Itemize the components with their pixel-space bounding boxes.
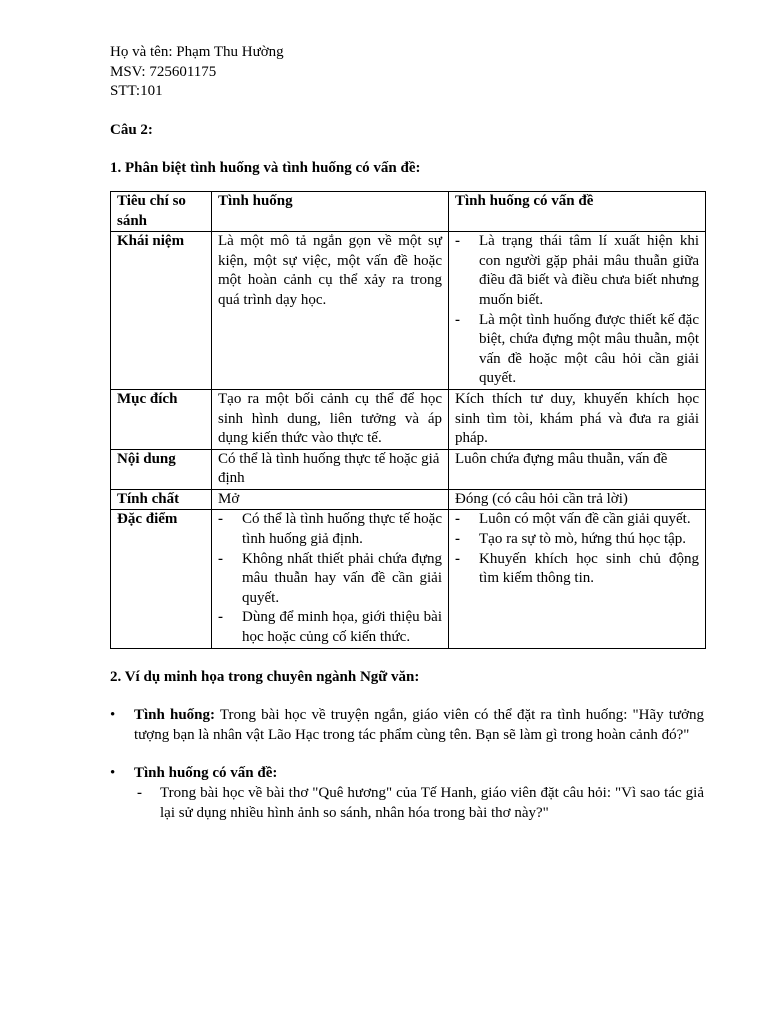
list-item: - Tạo ra sự tò mò, hứng thú học tập.: [455, 531, 687, 548]
table-row: [111, 510, 706, 648]
bullet-icon: •: [110, 707, 116, 724]
example-text: Trong bài học về truyện ngắn, giáo viên có thể đặt ra tình huống: "Hãy tưởng tượng bạn là nhân vật Lão Hạc trong tác phẩm cùng tên. Bạn sẽ làm gì trong hoàn cảnh đó?": [134, 707, 704, 743]
situation-cell: Có thể là tình huống thực tế hoặc giả định: [212, 449, 449, 489]
section2-title: 2. Ví dụ minh họa trong chuyên ngành Ngữ văn:: [110, 668, 420, 685]
problem-cell: Luôn chứa đựng mâu thuẫn, vấn đề: [449, 449, 706, 489]
criterion-cell: Mục đích: [111, 389, 212, 449]
table-row: [111, 389, 706, 449]
header-situation: Tình huống: [212, 191, 449, 231]
list-item: [110, 764, 704, 823]
student-name: Họ và tên: Phạm Thu Hường: [110, 44, 284, 60]
sub-list: [134, 784, 704, 823]
situation-cell: Là một mô tả ngắn gọn về một sự kiện, một sự việc, một vấn đề hoặc một hoàn cảnh cụ thể xảy ra trong quá trình dạy học.: [212, 232, 449, 390]
list-item: - Là trạng thái tâm lí xuất hiện khi con người gặp phải mâu thuẫn giữa điều đã biết và điều chưa biết nhưng muốn biết.: [455, 233, 699, 308]
problem-cell: Kích thích tư duy, khuyến khích học sinh tìm tòi, khám phá và đưa ra giải pháp.: [449, 389, 706, 449]
list-item: - Dùng để minh họa, giới thiệu bài học hoặc củng cố kiến thức.: [218, 609, 442, 646]
list-item: - Khuyến khích học sinh chủ động tìm kiếm thông tin.: [455, 550, 699, 587]
comparison-table: [110, 191, 706, 649]
situation-cell: [212, 510, 449, 648]
example-text: Trong bài học về bài thơ "Quê hương" của Tế Hanh, giáo viên đặt câu hỏi: "Vì sao tác giả lại sử dụng nhiều hình ảnh so sánh, nhân hóa trong bài thơ này?": [160, 785, 704, 821]
list-item: - Có thể là tình huống thực tế hoặc tình huống giả định.: [218, 511, 442, 548]
criterion-cell: Khái niệm: [111, 232, 212, 390]
table-header-row: [111, 191, 706, 231]
criterion-cell: Đặc điểm: [111, 510, 212, 648]
student-id: MSV: 725601175: [110, 63, 217, 80]
section1-title: 1. Phân biệt tình huống và tình huống có vấn đề:: [110, 160, 421, 177]
problem-cell: [449, 510, 706, 648]
table-row: [111, 232, 706, 390]
criterion-cell: Tính chất: [111, 489, 212, 510]
header-problem-situation: Tình huống có vấn đề: [449, 191, 706, 231]
document-page: [110, 43, 704, 823]
table-row: [111, 489, 706, 510]
table-row: [111, 449, 706, 489]
list-item: - Không nhất thiết phải chứa đựng mâu thuẫn hay vấn đề cần giải quyết.: [218, 550, 442, 606]
problem-cell: [449, 232, 706, 390]
student-number: STT:101: [110, 83, 163, 100]
list-item: - Luôn có một vấn đề cần giải quyết.: [455, 511, 691, 528]
list-item: - Trong bài học về bài thơ "Quê hương" của Tế Hanh, giáo viên đặt câu hỏi: "Vì sao tác giả lại sử dụng nhiều hình ảnh so sánh, nhân hóa trong bài thơ này?": [137, 785, 704, 821]
problem-cell: Đóng (có câu hỏi cần trả lời): [449, 489, 706, 510]
criterion-cell: Nội dung: [111, 449, 212, 489]
header-criteria: Tiêu chí so sánh: [111, 191, 212, 231]
question-title: Câu 2:: [110, 121, 153, 138]
examples-list: [110, 706, 704, 823]
list-item: [110, 706, 704, 745]
situation-cell: Mở: [212, 489, 449, 510]
situation-cell: Tạo ra một bối cảnh cụ thể để học sinh hình dung, liên tưởng và áp dụng kiến thức vào thực tế.: [212, 389, 449, 449]
example-label: Tình huống:: [134, 707, 216, 724]
bullet-icon: •: [110, 765, 116, 782]
list-item: - Là một tình huống được thiết kế đặc biệt, chứa đựng một mâu thuẫn, một vấn đề hoặc một câu hỏi cần giải quyết.: [455, 311, 699, 387]
example-label: Tình huống có vấn đề:: [134, 765, 278, 782]
